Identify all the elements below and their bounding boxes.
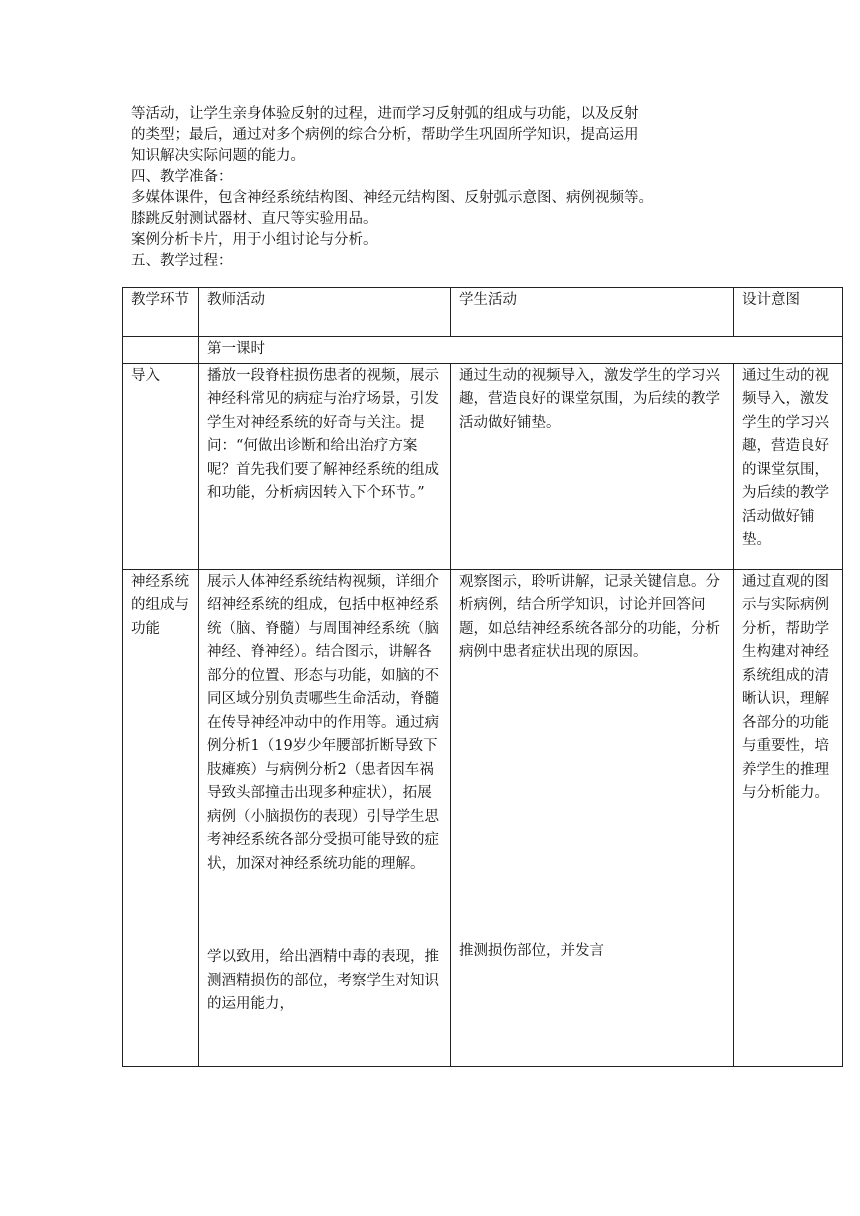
intro-line: 膝跳反射测试器材、直尺等实验用品。 (131, 211, 378, 227)
intro-line: 多媒体课件，包含神经系统结构图、神经元结构图、反射弧示意图、病例视频等。 (131, 190, 653, 206)
student-activity-text: 观察图示，聆听讲解，记录关键信息。分析病例，结合所学知识，讨论并回答问题，如总结神经系统各部分的功能，分析病例中患者症状出现的原因。 (459, 573, 720, 660)
header-student: 学生活动 (451, 288, 734, 337)
header-stage: 教学环节 (123, 288, 199, 337)
design-intent-cell: 通过直观的图示与实际病例分析，帮助学生构建对神经系统组成的清晰认识，理解各部分的功能与重要性，培养学生的推理与分析能力。 (734, 569, 843, 1066)
table-header-row (123, 288, 843, 337)
lesson-label: 第一课时 (199, 337, 843, 364)
section-heading-process: 五、教学过程： (131, 253, 233, 269)
lesson-row (123, 337, 843, 364)
table-row (123, 363, 843, 569)
intro-line: 案例分析卡片，用于小组讨论与分析。 (131, 232, 378, 248)
student-activity-cell (451, 569, 734, 1066)
intro-line: 等活动，让学生亲身体验反射的过程，进而学习反射弧的组成与功能，以及反射 (131, 106, 639, 122)
student-activity-cell: 通过生动的视频导入，激发学生的学习兴趣，营造良好的课堂氛围，为后续的教学活动做好铺垫。 (451, 363, 734, 569)
teaching-process-table (122, 287, 843, 1067)
header-teacher: 教师活动 (199, 288, 451, 337)
design-intent-cell: 通过生动的视频导入，激发学生的学习兴趣，营造良好的课堂氛围，为后续的教学活动做好铺垫。 (734, 363, 843, 569)
student-activity-extra: 推测损伤部位，并发言 (459, 942, 604, 959)
intro-line: 的类型；最后，通过对多个病例的综合分析，帮助学生巩固所学知识，提高运用 (131, 127, 639, 143)
teacher-activity-extra: 学以致用，给出酒精中毒的表现，推测酒精损伤的部位，考察学生对知识的运用能力， (207, 949, 439, 1012)
lesson-empty-cell (123, 337, 199, 364)
intro-text (131, 104, 741, 272)
teacher-activity-text: 展示人体神经系统结构视频，详细介绍神经系统的组成，包括中枢神经系统（脑、脊髓）与周围神经系统（脑神经、脊神经）。结合图示，讲解各部分的位置、形态与功能，如脑的不同区域分别负责哪些生命活动，脊髓在传导神经冲动中的作用等。通过病例分析1（19岁少年腰部折断导致下肢瘫痪）与病例分析2（患者因车祸导致头部撞击出现多种症状），拓展病例（小脑损伤的表现）引导学生思考神经系统各部分受损可能导致的症状，加深对神经系统功能的理解。 (207, 573, 439, 872)
teacher-activity-cell: 播放一段脊柱损伤患者的视频，展示神经科常见的病症与治疗场景，引发学生对神经系统的好奇与关注。提问：“何做出诊断和给出治疗方案呢？首先我们要了解神经系统的组成和功能，分析病因转入下个环节。” (199, 363, 451, 569)
table-row (123, 569, 843, 1066)
intro-line: 知识解决实际问题的能力。 (131, 148, 305, 164)
stage-cell: 导入 (123, 363, 199, 569)
teacher-activity-cell (199, 569, 451, 1066)
stage-cell: 神经系统的组成与功能 (123, 569, 199, 1066)
section-heading-preparation: 四、教学准备： (131, 169, 233, 185)
header-intent: 设计意图 (734, 288, 843, 337)
